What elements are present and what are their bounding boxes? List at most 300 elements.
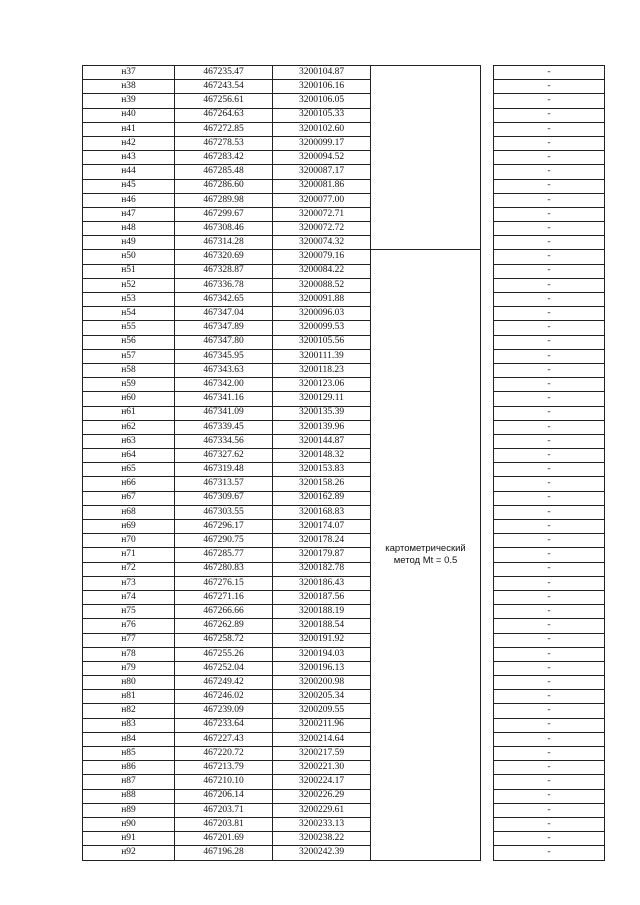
- note-cell: -: [494, 817, 605, 831]
- table-row: [83, 378, 605, 392]
- note-cell: -: [494, 576, 605, 590]
- point-name-cell: н73: [83, 576, 175, 590]
- gap-cell: [481, 179, 494, 193]
- note-cell: -: [494, 775, 605, 789]
- point-name-cell: н76: [83, 619, 175, 633]
- gap-cell: [481, 136, 494, 150]
- point-name-cell: н56: [83, 335, 175, 349]
- x-coordinate-cell: 467309.67: [175, 491, 273, 505]
- note-cell: -: [494, 491, 605, 505]
- note-cell: -: [494, 165, 605, 179]
- x-coordinate-cell: 467285.77: [175, 548, 273, 562]
- y-coordinate-cell: 3200174.07: [273, 520, 371, 534]
- note-cell: -: [494, 548, 605, 562]
- point-name-cell: н45: [83, 179, 175, 193]
- y-coordinate-cell: 3200094.52: [273, 151, 371, 165]
- gap-cell: [481, 633, 494, 647]
- gap-cell: [481, 363, 494, 377]
- x-coordinate-cell: 467289.98: [175, 193, 273, 207]
- note-cell: -: [494, 349, 605, 363]
- note-cell: -: [494, 633, 605, 647]
- method-cell-upper: [371, 66, 481, 250]
- point-name-cell: н86: [83, 761, 175, 775]
- table-row: [83, 718, 605, 732]
- point-name-cell: н50: [83, 250, 175, 264]
- x-coordinate-cell: 467272.85: [175, 122, 273, 136]
- x-coordinate-cell: 467278.53: [175, 136, 273, 150]
- method-cell: [371, 250, 481, 860]
- point-name-cell: н67: [83, 491, 175, 505]
- table-row: [83, 761, 605, 775]
- point-name-cell: н39: [83, 94, 175, 108]
- point-name-cell: н92: [83, 846, 175, 860]
- gap-cell: [481, 307, 494, 321]
- gap-cell: [481, 789, 494, 803]
- note-cell: -: [494, 321, 605, 335]
- x-coordinate-cell: 467227.43: [175, 732, 273, 746]
- coordinates-table: [82, 65, 605, 861]
- gap-cell: [481, 222, 494, 236]
- y-coordinate-cell: 3200087.17: [273, 165, 371, 179]
- point-name-cell: н66: [83, 477, 175, 491]
- y-coordinate-cell: 3200118.23: [273, 363, 371, 377]
- y-coordinate-cell: 3200072.71: [273, 207, 371, 221]
- x-coordinate-cell: 467280.83: [175, 562, 273, 576]
- point-name-cell: н90: [83, 817, 175, 831]
- gap-cell: [481, 690, 494, 704]
- point-name-cell: н42: [83, 136, 175, 150]
- x-coordinate-cell: 467276.15: [175, 576, 273, 590]
- x-coordinate-cell: 467206.14: [175, 789, 273, 803]
- x-coordinate-cell: 467343.63: [175, 363, 273, 377]
- table-row: [83, 832, 605, 846]
- gap-cell: [481, 548, 494, 562]
- y-coordinate-cell: 3200123.06: [273, 378, 371, 392]
- table-row: [83, 548, 605, 562]
- gap-cell: [481, 108, 494, 122]
- x-coordinate-cell: 467213.79: [175, 761, 273, 775]
- table-row: [83, 463, 605, 477]
- note-cell: -: [494, 392, 605, 406]
- note-cell: -: [494, 690, 605, 704]
- gap-cell: [481, 94, 494, 108]
- gap-cell: [481, 846, 494, 860]
- note-cell: -: [494, 278, 605, 292]
- point-name-cell: н65: [83, 463, 175, 477]
- x-coordinate-cell: 467233.64: [175, 718, 273, 732]
- gap-cell: [481, 392, 494, 406]
- point-name-cell: н79: [83, 661, 175, 675]
- y-coordinate-cell: 3200099.53: [273, 321, 371, 335]
- note-cell: -: [494, 534, 605, 548]
- point-name-cell: н75: [83, 605, 175, 619]
- note-cell: -: [494, 378, 605, 392]
- point-name-cell: н47: [83, 207, 175, 221]
- point-name-cell: н62: [83, 420, 175, 434]
- x-coordinate-cell: 467196.28: [175, 846, 273, 860]
- method-accuracy-label: метод Mt = 0.5: [393, 554, 458, 566]
- note-cell: -: [494, 434, 605, 448]
- y-coordinate-cell: 3200221.30: [273, 761, 371, 775]
- gap-cell: [481, 534, 494, 548]
- gap-cell: [481, 647, 494, 661]
- point-name-cell: н70: [83, 534, 175, 548]
- table-row: [83, 449, 605, 463]
- x-coordinate-cell: 467256.61: [175, 94, 273, 108]
- table-row: [83, 661, 605, 675]
- note-cell: -: [494, 94, 605, 108]
- coordinates-table-body: [83, 66, 605, 861]
- y-coordinate-cell: 3200091.88: [273, 293, 371, 307]
- table-row: [83, 732, 605, 746]
- note-cell: -: [494, 647, 605, 661]
- table-row: [83, 846, 605, 860]
- note-cell: -: [494, 761, 605, 775]
- point-name-cell: н58: [83, 363, 175, 377]
- y-coordinate-cell: 3200106.05: [273, 94, 371, 108]
- gap-cell: [481, 704, 494, 718]
- x-coordinate-cell: 467283.42: [175, 151, 273, 165]
- note-cell: -: [494, 293, 605, 307]
- table-row: [83, 619, 605, 633]
- note-cell: -: [494, 363, 605, 377]
- gap-cell: [481, 747, 494, 761]
- table-row: [83, 633, 605, 647]
- point-name-cell: н51: [83, 264, 175, 278]
- note-cell: -: [494, 420, 605, 434]
- point-name-cell: н91: [83, 832, 175, 846]
- y-coordinate-cell: 3200129.11: [273, 392, 371, 406]
- table-row: [83, 477, 605, 491]
- y-coordinate-cell: 3200217.59: [273, 747, 371, 761]
- y-coordinate-cell: 3200105.33: [273, 108, 371, 122]
- note-cell: -: [494, 335, 605, 349]
- x-coordinate-cell: 467314.28: [175, 236, 273, 250]
- note-cell: -: [494, 590, 605, 604]
- gap-cell: [481, 151, 494, 165]
- x-coordinate-cell: 467239.09: [175, 704, 273, 718]
- table-row: [83, 647, 605, 661]
- table-row: [83, 590, 605, 604]
- gap-cell: [481, 520, 494, 534]
- gap-cell: [481, 378, 494, 392]
- point-name-cell: н48: [83, 222, 175, 236]
- y-coordinate-cell: 3200074.32: [273, 236, 371, 250]
- point-name-cell: н89: [83, 803, 175, 817]
- gap-cell: [481, 193, 494, 207]
- table-row: [83, 250, 605, 264]
- table-row: [83, 406, 605, 420]
- x-coordinate-cell: 467341.16: [175, 392, 273, 406]
- y-coordinate-cell: 3200096.03: [273, 307, 371, 321]
- x-coordinate-cell: 467271.16: [175, 590, 273, 604]
- point-name-cell: н54: [83, 307, 175, 321]
- gap-cell: [481, 732, 494, 746]
- table-row: [83, 505, 605, 519]
- x-coordinate-cell: 467220.72: [175, 747, 273, 761]
- note-cell: -: [494, 732, 605, 746]
- point-name-cell: н71: [83, 548, 175, 562]
- y-coordinate-cell: 3200200.98: [273, 676, 371, 690]
- point-name-cell: н44: [83, 165, 175, 179]
- point-name-cell: н64: [83, 449, 175, 463]
- gap-cell: [481, 619, 494, 633]
- note-cell: -: [494, 803, 605, 817]
- y-coordinate-cell: 3200111.39: [273, 349, 371, 363]
- note-cell: -: [494, 406, 605, 420]
- point-name-cell: н68: [83, 505, 175, 519]
- x-coordinate-cell: 467327.62: [175, 449, 273, 463]
- y-coordinate-cell: 3200081.86: [273, 179, 371, 193]
- x-coordinate-cell: 467342.65: [175, 293, 273, 307]
- table-row: [83, 264, 605, 278]
- x-coordinate-cell: 467246.02: [175, 690, 273, 704]
- point-name-cell: н77: [83, 633, 175, 647]
- x-coordinate-cell: 467285.48: [175, 165, 273, 179]
- point-name-cell: н61: [83, 406, 175, 420]
- table-row: [83, 690, 605, 704]
- note-cell: -: [494, 562, 605, 576]
- note-cell: -: [494, 846, 605, 860]
- y-coordinate-cell: 3200226.29: [273, 789, 371, 803]
- x-coordinate-cell: 467290.75: [175, 534, 273, 548]
- y-coordinate-cell: 3200158.26: [273, 477, 371, 491]
- gap-cell: [481, 477, 494, 491]
- x-coordinate-cell: 467308.46: [175, 222, 273, 236]
- y-coordinate-cell: 3200135.39: [273, 406, 371, 420]
- table-row: [83, 321, 605, 335]
- table-row: [83, 108, 605, 122]
- point-name-cell: н57: [83, 349, 175, 363]
- table-row: [83, 278, 605, 292]
- x-coordinate-cell: 467336.78: [175, 278, 273, 292]
- x-coordinate-cell: 467328.87: [175, 264, 273, 278]
- gap-cell: [481, 676, 494, 690]
- note-cell: -: [494, 151, 605, 165]
- x-coordinate-cell: 467201.69: [175, 832, 273, 846]
- y-coordinate-cell: 3200205.34: [273, 690, 371, 704]
- y-coordinate-cell: 3200105.56: [273, 335, 371, 349]
- table-row: [83, 534, 605, 548]
- x-coordinate-cell: 467262.89: [175, 619, 273, 633]
- note-cell: -: [494, 193, 605, 207]
- gap-cell: [481, 832, 494, 846]
- note-cell: -: [494, 250, 605, 264]
- note-cell: -: [494, 619, 605, 633]
- point-name-cell: н40: [83, 108, 175, 122]
- x-coordinate-cell: 467341.09: [175, 406, 273, 420]
- note-cell: -: [494, 207, 605, 221]
- x-coordinate-cell: 467264.63: [175, 108, 273, 122]
- x-coordinate-cell: 467345.95: [175, 349, 273, 363]
- table-row: [83, 520, 605, 534]
- point-name-cell: н63: [83, 434, 175, 448]
- y-coordinate-cell: 3200079.16: [273, 250, 371, 264]
- note-cell: -: [494, 236, 605, 250]
- table-row: [83, 349, 605, 363]
- table-row: [83, 562, 605, 576]
- gap-cell: [481, 349, 494, 363]
- x-coordinate-cell: 467339.45: [175, 420, 273, 434]
- point-name-cell: н41: [83, 122, 175, 136]
- gap-cell: [481, 576, 494, 590]
- point-name-cell: н52: [83, 278, 175, 292]
- y-coordinate-cell: 3200186.43: [273, 576, 371, 590]
- x-coordinate-cell: 467203.71: [175, 803, 273, 817]
- gap-cell: [481, 236, 494, 250]
- gap-cell: [481, 250, 494, 264]
- table-row: [83, 151, 605, 165]
- y-coordinate-cell: 3200224.17: [273, 775, 371, 789]
- y-coordinate-cell: 3200148.32: [273, 449, 371, 463]
- y-coordinate-cell: 3200209.55: [273, 704, 371, 718]
- x-coordinate-cell: 467299.67: [175, 207, 273, 221]
- gap-cell: [481, 278, 494, 292]
- point-name-cell: н53: [83, 293, 175, 307]
- table-row: [83, 122, 605, 136]
- method-name-label: картометрический: [385, 543, 466, 555]
- x-coordinate-cell: 467203.81: [175, 817, 273, 831]
- y-coordinate-cell: 3200072.72: [273, 222, 371, 236]
- table-row: [83, 817, 605, 831]
- gap-cell: [481, 817, 494, 831]
- point-name-cell: н59: [83, 378, 175, 392]
- point-name-cell: н88: [83, 789, 175, 803]
- gap-cell: [481, 775, 494, 789]
- y-coordinate-cell: 3200077.00: [273, 193, 371, 207]
- gap-cell: [481, 505, 494, 519]
- table-row: [83, 704, 605, 718]
- point-name-cell: н84: [83, 732, 175, 746]
- y-coordinate-cell: 3200191.92: [273, 633, 371, 647]
- table-row: [83, 293, 605, 307]
- point-name-cell: н38: [83, 80, 175, 94]
- gap-cell: [481, 449, 494, 463]
- x-coordinate-cell: 467334.56: [175, 434, 273, 448]
- x-coordinate-cell: 467210.10: [175, 775, 273, 789]
- point-name-cell: н74: [83, 590, 175, 604]
- table-row: [83, 94, 605, 108]
- note-cell: -: [494, 505, 605, 519]
- y-coordinate-cell: 3200162.89: [273, 491, 371, 505]
- point-name-cell: н69: [83, 520, 175, 534]
- gap-cell: [481, 293, 494, 307]
- note-cell: -: [494, 449, 605, 463]
- table-row: [83, 803, 605, 817]
- x-coordinate-cell: 467258.72: [175, 633, 273, 647]
- gap-cell: [481, 718, 494, 732]
- x-coordinate-cell: 467342.00: [175, 378, 273, 392]
- note-cell: -: [494, 222, 605, 236]
- y-coordinate-cell: 3200233.13: [273, 817, 371, 831]
- x-coordinate-cell: 467347.04: [175, 307, 273, 321]
- x-coordinate-cell: 467303.55: [175, 505, 273, 519]
- table-row: [83, 576, 605, 590]
- table-row: [83, 491, 605, 505]
- note-cell: -: [494, 80, 605, 94]
- gap-cell: [481, 803, 494, 817]
- table-row: [83, 420, 605, 434]
- gap-cell: [481, 491, 494, 505]
- note-cell: -: [494, 747, 605, 761]
- note-cell: -: [494, 66, 605, 80]
- point-name-cell: н46: [83, 193, 175, 207]
- gap-cell: [481, 122, 494, 136]
- table-row: [83, 179, 605, 193]
- note-cell: -: [494, 463, 605, 477]
- table-row: [83, 136, 605, 150]
- y-coordinate-cell: 3200187.56: [273, 590, 371, 604]
- y-coordinate-cell: 3200194.03: [273, 647, 371, 661]
- x-coordinate-cell: 467347.89: [175, 321, 273, 335]
- table-row: [83, 747, 605, 761]
- table-row: [83, 222, 605, 236]
- y-coordinate-cell: 3200153.83: [273, 463, 371, 477]
- note-cell: -: [494, 704, 605, 718]
- gap-cell: [481, 406, 494, 420]
- y-coordinate-cell: 3200196.13: [273, 661, 371, 675]
- note-cell: -: [494, 179, 605, 193]
- point-name-cell: н49: [83, 236, 175, 250]
- note-cell: -: [494, 718, 605, 732]
- gap-cell: [481, 661, 494, 675]
- y-coordinate-cell: 3200099.17: [273, 136, 371, 150]
- point-name-cell: н60: [83, 392, 175, 406]
- point-name-cell: н81: [83, 690, 175, 704]
- table-row: [83, 236, 605, 250]
- y-coordinate-cell: 3200188.19: [273, 605, 371, 619]
- y-coordinate-cell: 3200139.96: [273, 420, 371, 434]
- table-row: [83, 434, 605, 448]
- point-name-cell: н37: [83, 66, 175, 80]
- gap-cell: [481, 761, 494, 775]
- gap-cell: [481, 420, 494, 434]
- x-coordinate-cell: 467249.42: [175, 676, 273, 690]
- x-coordinate-cell: 467266.66: [175, 605, 273, 619]
- note-cell: -: [494, 307, 605, 321]
- y-coordinate-cell: 3200084.22: [273, 264, 371, 278]
- gap-cell: [481, 590, 494, 604]
- point-name-cell: н78: [83, 647, 175, 661]
- document-page: [82, 65, 604, 866]
- x-coordinate-cell: 467235.47: [175, 66, 273, 80]
- point-name-cell: н87: [83, 775, 175, 789]
- table-row: [83, 66, 605, 80]
- point-name-cell: н85: [83, 747, 175, 761]
- y-coordinate-cell: 3200229.61: [273, 803, 371, 817]
- y-coordinate-cell: 3200214.64: [273, 732, 371, 746]
- gap-cell: [481, 434, 494, 448]
- table-row: [83, 605, 605, 619]
- y-coordinate-cell: 3200102.60: [273, 122, 371, 136]
- y-coordinate-cell: 3200179.87: [273, 548, 371, 562]
- note-cell: -: [494, 520, 605, 534]
- note-cell: -: [494, 264, 605, 278]
- y-coordinate-cell: 3200182.78: [273, 562, 371, 576]
- x-coordinate-cell: 467243.54: [175, 80, 273, 94]
- x-coordinate-cell: 467252.04: [175, 661, 273, 675]
- point-name-cell: н80: [83, 676, 175, 690]
- note-cell: -: [494, 605, 605, 619]
- table-row: [83, 775, 605, 789]
- x-coordinate-cell: 467296.17: [175, 520, 273, 534]
- x-coordinate-cell: 467320.69: [175, 250, 273, 264]
- y-coordinate-cell: 3200178.24: [273, 534, 371, 548]
- note-cell: -: [494, 477, 605, 491]
- table-row: [83, 363, 605, 377]
- table-row: [83, 392, 605, 406]
- point-name-cell: н43: [83, 151, 175, 165]
